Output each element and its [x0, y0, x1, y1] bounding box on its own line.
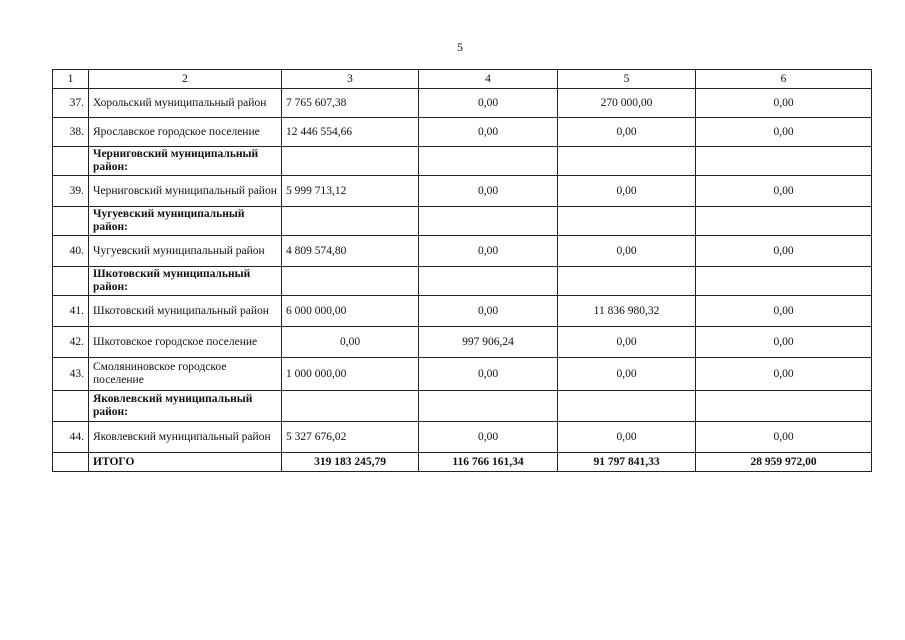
col5-cell: 270 000,00: [558, 89, 696, 118]
table-body: [53, 89, 872, 472]
page-number: 5: [457, 40, 463, 54]
name-cell: Смоляниновское городское поселение: [89, 358, 282, 391]
col3-cell: 5 999 713,12: [282, 176, 419, 207]
col6-cell: 0,00: [696, 118, 872, 147]
table-row: [53, 327, 872, 358]
table-row: [53, 118, 872, 147]
col6-cell: [696, 207, 872, 236]
col5-cell: [558, 267, 696, 296]
col4-cell: 0,00: [419, 89, 558, 118]
col6-cell: 0,00: [696, 236, 872, 267]
column-header: 3: [282, 70, 419, 89]
col3-cell: 319 183 245,79: [282, 453, 419, 472]
col4-cell: [419, 391, 558, 422]
group-header-row: [53, 207, 872, 236]
name-cell: Чугуевский муниципальный район: [89, 236, 282, 267]
column-header: 2: [89, 70, 282, 89]
col6-cell: [696, 147, 872, 176]
table-row: [53, 358, 872, 391]
col6-cell: 0,00: [696, 327, 872, 358]
col3-cell: 7 765 607,38: [282, 89, 419, 118]
col6-cell: 0,00: [696, 296, 872, 327]
name-cell: Хорольский муниципальный район: [89, 89, 282, 118]
row-number-cell: 39.: [53, 176, 89, 207]
row-number-cell: 38.: [53, 118, 89, 147]
column-header: 5: [558, 70, 696, 89]
row-number-cell: [53, 147, 89, 176]
name-cell: Чугуевский муниципальный район:: [89, 207, 282, 236]
table-row: [53, 176, 872, 207]
row-number-cell: 44.: [53, 422, 89, 453]
column-header: 4: [419, 70, 558, 89]
name-cell: Шкотовский муниципальный район: [89, 296, 282, 327]
row-number-cell: 41.: [53, 296, 89, 327]
col6-cell: 0,00: [696, 89, 872, 118]
col5-cell: [558, 391, 696, 422]
col3-cell: 4 809 574,80: [282, 236, 419, 267]
col4-cell: [419, 267, 558, 296]
col6-cell: [696, 267, 872, 296]
table-row: [53, 236, 872, 267]
name-cell: Ярославское городское поселение: [89, 118, 282, 147]
col4-cell: 997 906,24: [419, 327, 558, 358]
row-number-cell: [53, 391, 89, 422]
table-header-row: [53, 70, 872, 89]
group-header-row: [53, 147, 872, 176]
col4-cell: 0,00: [419, 118, 558, 147]
group-header-row: [53, 391, 872, 422]
name-cell: Яковлевский муниципальный район:: [89, 391, 282, 422]
col6-cell: 0,00: [696, 422, 872, 453]
row-number-cell: 37.: [53, 89, 89, 118]
col6-cell: 28 959 972,00: [696, 453, 872, 472]
name-cell: Шкотовский муниципальный район:: [89, 267, 282, 296]
table-row: [53, 422, 872, 453]
row-number-cell: [53, 267, 89, 296]
name-cell: Шкотовское городское поселение: [89, 327, 282, 358]
col5-cell: 0,00: [558, 358, 696, 391]
col5-cell: 0,00: [558, 327, 696, 358]
col6-cell: [696, 391, 872, 422]
col5-cell: 0,00: [558, 118, 696, 147]
table-row: [53, 89, 872, 118]
name-cell: Черниговский муниципальный район:: [89, 147, 282, 176]
col3-cell: 1 000 000,00: [282, 358, 419, 391]
row-number-cell: 40.: [53, 236, 89, 267]
col5-cell: 0,00: [558, 176, 696, 207]
col3-cell: [282, 147, 419, 176]
budget-table: [52, 69, 872, 472]
col3-cell: [282, 391, 419, 422]
name-cell: Черниговский муниципальный район: [89, 176, 282, 207]
col4-cell: [419, 207, 558, 236]
column-header: 6: [696, 70, 872, 89]
row-number-cell: [53, 453, 89, 472]
col4-cell: 0,00: [419, 296, 558, 327]
column-header: 1: [53, 70, 89, 89]
col4-cell: 0,00: [419, 358, 558, 391]
row-number-cell: 43.: [53, 358, 89, 391]
total-row: [53, 453, 872, 472]
row-number-cell: [53, 207, 89, 236]
col5-cell: [558, 147, 696, 176]
col4-cell: 0,00: [419, 176, 558, 207]
name-cell: Яковлевский муниципальный район: [89, 422, 282, 453]
col4-cell: 116 766 161,34: [419, 453, 558, 472]
row-number-cell: 42.: [53, 327, 89, 358]
col6-cell: 0,00: [696, 176, 872, 207]
col4-cell: [419, 147, 558, 176]
col3-cell: [282, 207, 419, 236]
col3-cell: 0,00: [282, 327, 419, 358]
col6-cell: 0,00: [696, 358, 872, 391]
col5-cell: 11 836 980,32: [558, 296, 696, 327]
col5-cell: 91 797 841,33: [558, 453, 696, 472]
col3-cell: [282, 267, 419, 296]
col3-cell: 5 327 676,02: [282, 422, 419, 453]
col5-cell: 0,00: [558, 236, 696, 267]
col4-cell: 0,00: [419, 422, 558, 453]
col4-cell: 0,00: [419, 236, 558, 267]
col5-cell: 0,00: [558, 422, 696, 453]
col5-cell: [558, 207, 696, 236]
col3-cell: 12 446 554,66: [282, 118, 419, 147]
name-cell: ИТОГО: [89, 453, 282, 472]
table-row: [53, 296, 872, 327]
group-header-row: [53, 267, 872, 296]
col3-cell: 6 000 000,00: [282, 296, 419, 327]
